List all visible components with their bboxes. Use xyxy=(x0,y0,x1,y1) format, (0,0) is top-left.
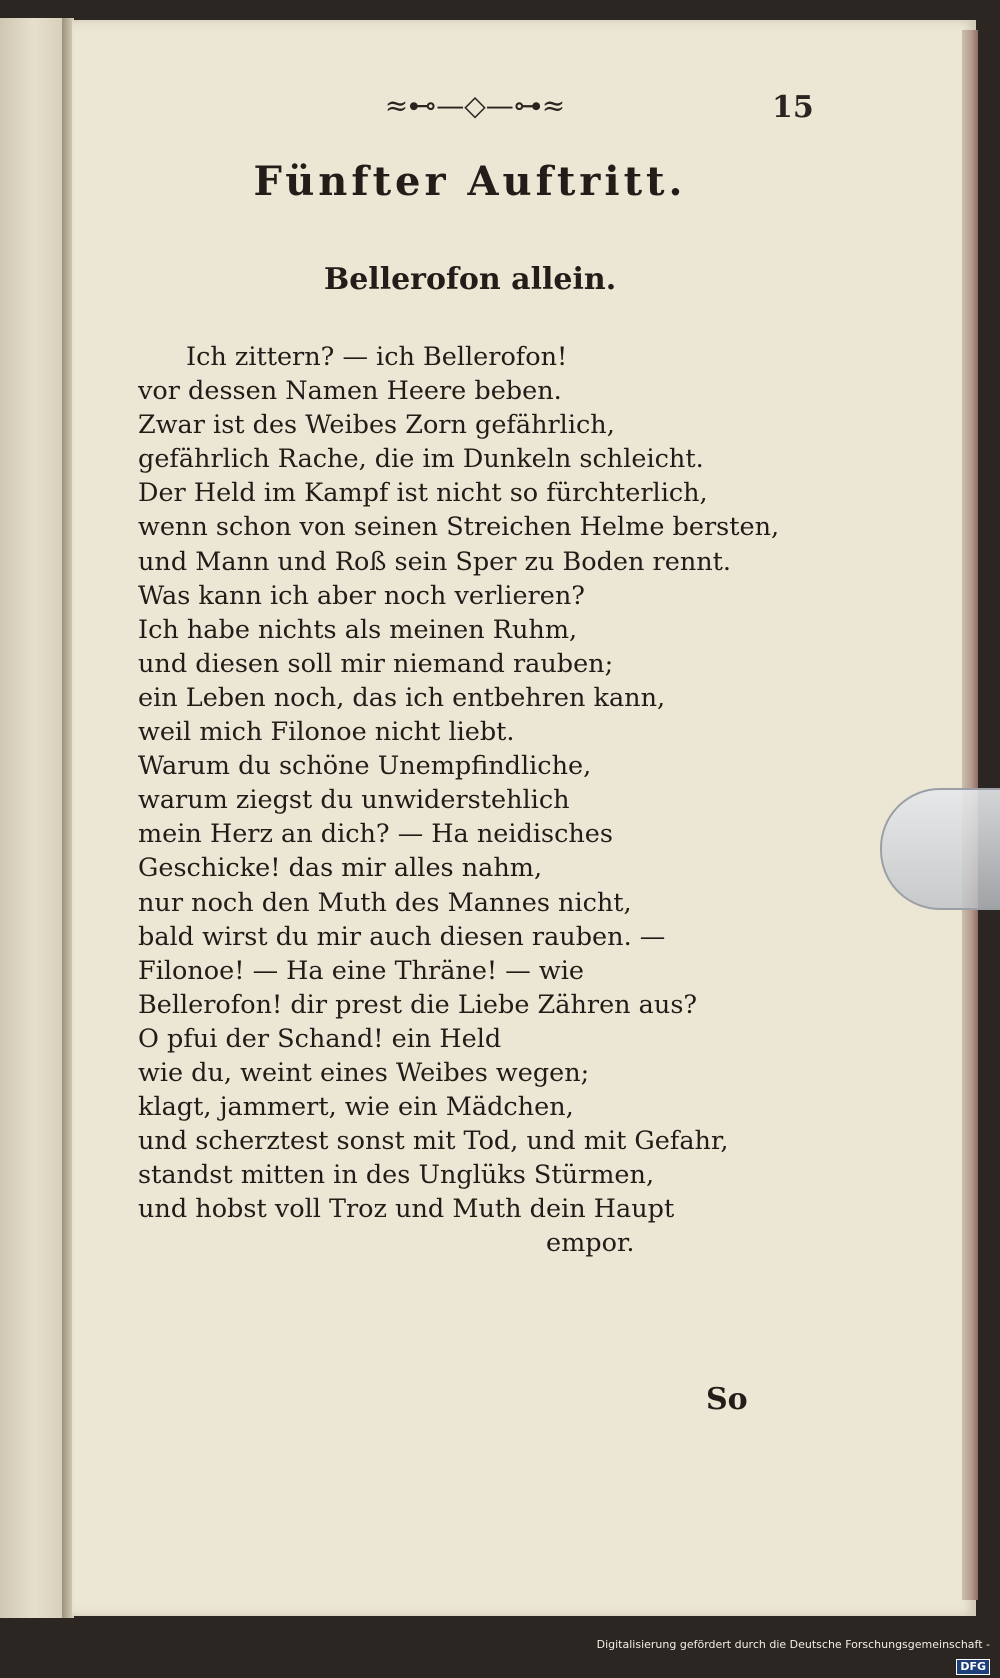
scene-title: Fünfter Auftritt. xyxy=(253,158,687,205)
catchword: So xyxy=(706,1382,748,1417)
verse-line: warum ziegst du unwiderstehlich xyxy=(138,785,570,816)
verse-line: klagt, jammert, wie ein Mädchen, xyxy=(138,1092,574,1123)
verse-line: Ich zittern? — ich Bellerofon! xyxy=(186,342,568,372)
verse-line: wie du, weint eines Weibes wegen; xyxy=(138,1057,590,1088)
verse-line: bald wirst du mir auch diesen rauben. — xyxy=(138,921,666,952)
page-clip xyxy=(880,788,1000,910)
character-heading: Bellerofon allein. xyxy=(323,262,617,297)
verse-line: Filonoe! — Ha eine Thräne! — wie xyxy=(138,955,584,986)
verse-line: ein Leben noch, das ich entbehren kann, xyxy=(138,682,666,713)
verse-line: Ich habe nichts als meinen Ruhm, xyxy=(138,614,578,645)
verse-line: O pfui der Schand! ein Held xyxy=(138,1023,502,1054)
verse-line: Bellerofon! dir prest die Liebe Zähren aus? xyxy=(138,989,698,1020)
verse-line: und diesen soll mir niemand rauben; xyxy=(138,648,614,679)
verse-line: empor. xyxy=(546,1228,635,1259)
verse-line: Der Held im Kampf ist nicht so fürchterlich, xyxy=(138,478,708,509)
footer-text: Digitalisierung gefördert durch die Deutsche Forschungsgemeinschaft - xyxy=(596,1638,990,1651)
verse-line: wenn schon von seinen Streichen Helme bersten, xyxy=(138,512,780,543)
verse-block xyxy=(138,340,838,1261)
header-ornament: ≈⊷—◇—⊶≈ xyxy=(384,89,566,122)
verse-line: vor dessen Namen Heere beben. xyxy=(138,376,562,407)
verse-line: Zwar ist des Weibes Zorn gefährlich, xyxy=(138,410,615,441)
verse-line: Was kann ich aber noch verlieren? xyxy=(138,580,585,611)
verse-line: standst mitten in des Unglüks Stürmen, xyxy=(138,1160,655,1191)
facing-page-edge xyxy=(0,18,64,1618)
verse-line: mein Herz an dich? — Ha neidisches xyxy=(138,819,613,850)
verse-line: und Mann und Roß sein Sper zu Boden rennt. xyxy=(138,546,732,577)
verse-line: und hobst voll Troz und Muth dein Haupt xyxy=(138,1194,675,1225)
verse-line: gefährlich Rache, die im Dunkeln schleicht. xyxy=(138,444,704,475)
verse-line: Warum du schöne Unempfindliche, xyxy=(138,751,592,782)
verse-line: Geschicke! das mir alles nahm, xyxy=(138,853,543,884)
verse-line: weil mich Filonoe nicht liebt. xyxy=(138,717,515,748)
digitization-footer xyxy=(590,1634,990,1673)
dfg-logo: DFG xyxy=(956,1659,990,1675)
verse-line: und scherztest sonst mit Tod, und mit Gefahr, xyxy=(138,1126,729,1157)
verse-line: nur noch den Muth des Mannes nicht, xyxy=(138,887,632,918)
page-number: 15 xyxy=(772,90,814,125)
